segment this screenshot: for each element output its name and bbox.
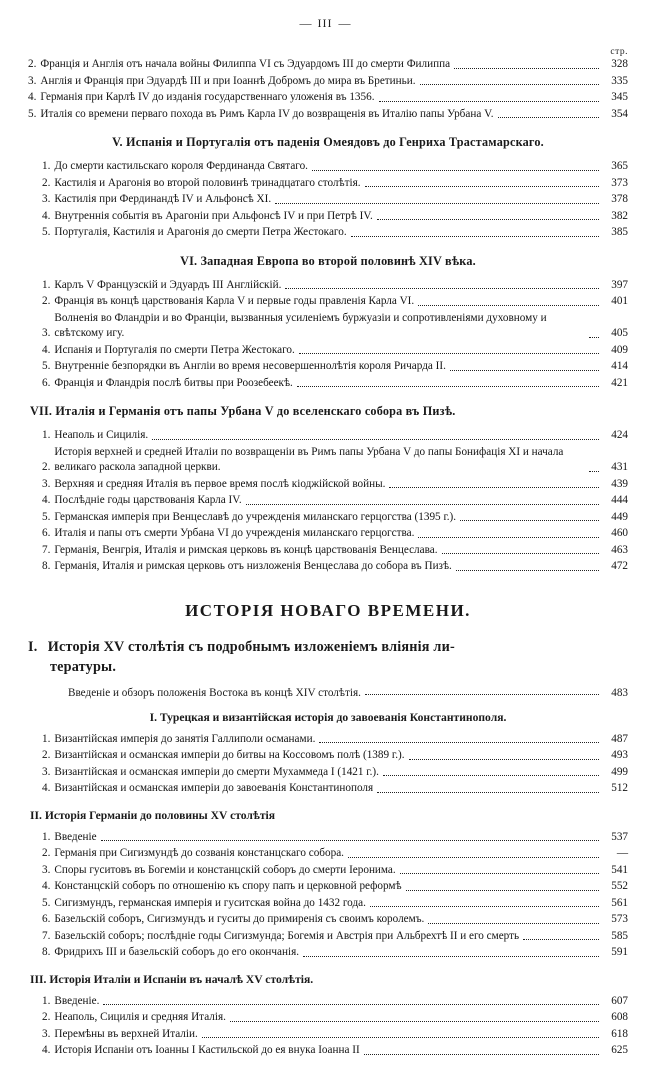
leader-dots: [348, 857, 599, 858]
leader-dots: [364, 1054, 599, 1055]
item-number: 7.: [42, 543, 51, 556]
item-number: 4.: [42, 209, 51, 222]
item-page: 354: [611, 107, 628, 120]
toc-group-2: [28, 830, 628, 961]
list-item[interactable]: [28, 428, 628, 444]
section-heading-v: V. Испанія и Португалія отъ паденія Омеядовъ до Генриха Трастамарскаго.: [112, 135, 544, 149]
list-item[interactable]: [28, 90, 628, 106]
toc-group-vii: [28, 428, 628, 575]
item-label: Базельскій соборъ, Сигизмундъ и гуситы до примиренія съ своимъ королемъ.: [54, 913, 425, 925]
section-heading-vii: VII. Италія и Германія отъ папы Урбана V до вселенскаго собора въ Пизѣ.: [30, 404, 456, 418]
item-label: До смерти кастильскаго короля Фердинанда Святаго.: [54, 160, 308, 172]
item-label: Введеніе: [54, 830, 97, 843]
item-number: 4.: [28, 91, 37, 103]
leader-dots: [460, 520, 599, 521]
part-roman: I.: [28, 638, 38, 655]
column-label: стр.: [610, 47, 628, 57]
list-item[interactable]: [28, 376, 628, 392]
list-item[interactable]: [28, 863, 628, 879]
item-label: Италія и папы отъ смерти Урбана VI до учрежденія миланскаго герцогства.: [54, 527, 415, 539]
item-number: 8.: [42, 560, 51, 572]
item-number: 4.: [42, 782, 51, 794]
item-page: 409: [611, 343, 628, 356]
item-number: 5.: [42, 226, 51, 238]
item-label: Базельскій соборъ; послѣдніе годы Сигизмунда; Богемія и Австрія при Альбрехтѣ II и его смерть: [54, 929, 520, 942]
item-page: 618: [611, 1027, 628, 1040]
leader-dots: [351, 236, 599, 237]
header-dash-right: —: [332, 16, 351, 30]
item-page: 328: [611, 58, 628, 70]
item-number: 2.: [42, 461, 51, 473]
leader-dots: [498, 117, 599, 118]
item-page: 585: [611, 929, 628, 942]
item-number: 1.: [42, 732, 51, 745]
leader-dots: [450, 370, 599, 371]
item-page: 541: [611, 863, 628, 876]
part-heading: [28, 637, 628, 677]
leader-dots: [409, 759, 599, 760]
leader-dots: [400, 873, 599, 874]
list-item[interactable]: [28, 74, 628, 90]
leader-dots: [202, 1037, 599, 1038]
toc-group-3: [28, 994, 628, 1059]
part-title-line1: Исторія XV столѣтія съ подробнымъ изложеніемъ вліянія ли-: [47, 638, 455, 655]
item-page: 424: [611, 429, 628, 441]
leader-dots: [152, 439, 599, 440]
list-item[interactable]: [28, 209, 628, 225]
intro-entry[interactable]: [28, 687, 628, 699]
list-item[interactable]: [28, 192, 628, 208]
item-page: 373: [611, 176, 628, 189]
list-item[interactable]: [28, 510, 628, 526]
item-page: 472: [611, 560, 628, 572]
group-heading-2: II. Исторія Германіи до половины XV столѣтія: [30, 808, 276, 822]
item-page: 345: [611, 91, 628, 103]
item-page: 573: [611, 913, 628, 925]
leader-dots: [442, 553, 599, 554]
item-label: Португалія, Кастилія и Арагонія до смерти Петра Жестокаго.: [54, 226, 347, 238]
list-item[interactable]: [28, 445, 628, 476]
item-number: 6.: [42, 913, 51, 925]
item-label: Византійская имперія до занятія Галлиполи османами.: [54, 732, 316, 745]
leader-dots: [103, 1004, 599, 1005]
list-item[interactable]: [28, 493, 628, 509]
item-number: 1.: [42, 994, 51, 1007]
list-item[interactable]: [28, 294, 628, 310]
item-page: 625: [611, 1044, 628, 1056]
leader-dots: [365, 694, 599, 695]
leader-dots: [406, 890, 599, 891]
item-number: 2.: [42, 749, 51, 761]
leader-dots: [230, 1021, 599, 1022]
list-item[interactable]: [28, 1010, 628, 1026]
book-title: ИСТОРІЯ НОВАГО ВРЕМЕНИ.: [185, 600, 471, 620]
item-page: 405: [611, 327, 628, 339]
item-number: 2.: [28, 58, 37, 70]
list-item[interactable]: [28, 765, 628, 781]
item-page: 439: [611, 477, 628, 490]
item-label: Италія со времени перваго похода въ Римъ Карла IV до возвращенія въ Италію папы Урбана V.: [40, 107, 494, 120]
item-label: Исторія Испаніи отъ Іоанны I Кастильской до ея внука Іоанна II: [54, 1044, 360, 1056]
item-page: 444: [611, 494, 628, 506]
item-label: Византійская и османская имперіи до завоеванія Константинополя: [54, 782, 374, 794]
leader-dots: [299, 353, 599, 354]
leader-dots: [418, 305, 599, 306]
page-number: III: [317, 16, 333, 30]
item-number: 3.: [42, 327, 51, 339]
item-page: —: [616, 847, 628, 859]
list-item[interactable]: [28, 159, 628, 175]
item-label: Германія при Карлѣ IV до изданія государственнаго уложенія въ 1356.: [40, 91, 375, 103]
item-number: 4.: [42, 494, 51, 506]
toc-group-1: [28, 732, 628, 797]
list-item[interactable]: [28, 912, 628, 928]
item-label: Неаполь, Сицилія и средняя Италія.: [54, 1011, 226, 1023]
item-label: Внутренніе безпорядки въ Англіи во время несовершеннолѣтія короля Ричарда II.: [54, 360, 446, 372]
item-label: Перемѣны въ верхней Италіи.: [54, 1027, 198, 1040]
item-page: 487: [611, 732, 628, 745]
item-label: Сигизмундъ, германская имперія и гуситская война до 1432 года.: [54, 896, 366, 909]
item-number: 3.: [42, 477, 51, 490]
header-dash-left: —: [299, 16, 318, 30]
list-item[interactable]: [28, 107, 628, 123]
item-number: 2.: [42, 847, 51, 859]
list-item[interactable]: [28, 994, 628, 1010]
list-item[interactable]: [28, 278, 628, 294]
item-label: Кастилія и Арагонія во второй половинѣ тринадцатаго столѣтія.: [54, 176, 361, 189]
item-label: Кастилія при Фердинандѣ IV и Альфонсѣ XI.: [54, 193, 272, 205]
item-label: Англія и Франція при Эдуардѣ III и при Іоаннѣ Добромъ до мира въ Бретиньи.: [40, 74, 416, 87]
item-label: Византійская и османская имперіи до битвы на Коссовомъ полѣ (1389 г.).: [54, 749, 405, 761]
item-page: 463: [611, 543, 628, 556]
item-page: 607: [611, 994, 628, 1007]
item-number: 2.: [42, 1011, 51, 1023]
list-item[interactable]: [28, 732, 628, 748]
item-label: Верхняя и средняя Италія въ первое время послѣ кіоджійской войны.: [54, 477, 386, 490]
leader-dots: [383, 775, 599, 776]
section-heading-vi: VI. Западная Европа во второй половинѣ XIV вѣка.: [180, 253, 476, 268]
toc-content: [0, 57, 650, 1059]
list-item[interactable]: [28, 879, 628, 895]
item-label: Послѣдніе годы царствованія Карла IV.: [54, 494, 242, 506]
item-label: Германская имперія при Венцеславѣ до учрежденія миланскаго герцогства (1395 г.).: [54, 510, 457, 523]
item-label: Констанцскій соборъ по отношенію къ спору папъ и церковной реформѣ: [54, 880, 402, 892]
group-heading-1: I. Турецкая и византійская исторія до завоеванія Константинополя.: [149, 710, 507, 724]
item-number: 5.: [28, 107, 37, 120]
leader-dots: [319, 742, 599, 743]
leader-dots: [101, 840, 599, 841]
list-item[interactable]: [28, 896, 628, 912]
item-number: 5.: [42, 360, 51, 372]
item-label: Франція и Фландрія послѣ битвы при Роозебеекѣ.: [54, 376, 293, 389]
item-page: 591: [611, 946, 628, 958]
list-item[interactable]: [28, 311, 628, 342]
list-item[interactable]: [28, 57, 628, 73]
item-page: 397: [611, 278, 628, 291]
list-item[interactable]: [28, 359, 628, 375]
item-page: 561: [611, 896, 628, 909]
leader-dots: [377, 792, 599, 793]
item-label: Фридрихъ III и базельскій соборъ до его окончанія.: [54, 946, 300, 958]
item-page: 512: [611, 782, 628, 794]
leader-dots: [246, 504, 599, 505]
toc-group-top: [28, 57, 628, 122]
item-page: 499: [611, 765, 628, 778]
item-number: 3.: [42, 863, 51, 876]
leader-dots: [365, 186, 599, 187]
toc-group-vi: [28, 278, 628, 392]
list-item[interactable]: [28, 929, 628, 945]
item-number: 2.: [42, 295, 51, 307]
list-item[interactable]: [28, 781, 628, 797]
leader-dots: [454, 68, 599, 69]
item-label: Исторія верхней и средней Италіи по возвращеніи въ Римъ папы Урбана V до папы Бонифація XI и начала великаго раскола западной церкви.: [54, 445, 564, 473]
item-label: Германія, Венгрія, Италія и римская церковь въ концѣ царствованія Венцеслава.: [54, 543, 438, 556]
item-page: 378: [611, 193, 628, 205]
item-label: Германія при Сигизмундѣ до созванія констанцскаго собора.: [54, 847, 344, 859]
list-item[interactable]: [28, 176, 628, 192]
intro-page: 483: [611, 686, 628, 699]
leader-dots: [428, 923, 599, 924]
list-item[interactable]: [28, 477, 628, 493]
item-page: 414: [611, 360, 628, 372]
item-label: Споры гуситовъ въ Богеміи и констанцскій соборъ до смерти Іеронима.: [54, 863, 396, 876]
item-label: Карлъ V Французскій и Эдуардъ III Англійскій.: [54, 278, 282, 291]
list-item[interactable]: [28, 559, 628, 575]
leader-dots: [420, 84, 599, 85]
item-page: 401: [611, 295, 628, 307]
part-title-line2: тературы.: [50, 658, 117, 675]
item-number: 1.: [42, 278, 51, 291]
item-page: 335: [611, 74, 628, 87]
item-number: 3.: [42, 1027, 51, 1040]
item-number: 2.: [42, 176, 51, 189]
item-number: 6.: [42, 527, 51, 539]
item-label: Введеніе.: [54, 994, 100, 1007]
item-number: 1.: [42, 830, 51, 843]
item-label: Германія, Италія и римская церковь отъ низложенія Венцеслава до собора въ Пизѣ.: [54, 560, 452, 572]
list-item[interactable]: [28, 945, 628, 961]
group-heading-3: III. Исторія Италіи и Испаніи въ началѣ XV столѣтія.: [30, 972, 314, 986]
item-page: 552: [611, 880, 628, 892]
item-number: 4.: [42, 880, 51, 892]
item-number: 8.: [42, 946, 51, 958]
leader-dots: [589, 471, 599, 472]
list-item[interactable]: [28, 1027, 628, 1043]
leader-dots: [285, 288, 599, 289]
leader-dots: [370, 906, 599, 907]
item-number: 3.: [42, 765, 51, 778]
item-page: 365: [611, 160, 628, 172]
item-page: 421: [611, 376, 628, 389]
leader-dots: [523, 939, 599, 940]
leader-dots: [297, 386, 599, 387]
item-label: Франція въ концѣ царствованія Карла V и первые годы правленія Карла VI.: [54, 295, 415, 307]
item-number: 1.: [42, 160, 51, 172]
page-header: [0, 0, 650, 31]
item-number: 5.: [42, 896, 51, 909]
leader-dots: [589, 337, 599, 338]
item-label: Византійская и османская имперіи до смерти Мухаммеда I (1421 г.).: [54, 765, 379, 778]
item-number: 3.: [42, 193, 51, 205]
item-label: Волненія во Фландріи и во Франціи, вызванныя усиленіемъ буржуазіи и сопротивленіями духовному и свѣтскому игу.: [54, 311, 547, 339]
toc-group-v: [28, 159, 628, 241]
list-item[interactable]: [28, 225, 628, 241]
item-page: 449: [611, 510, 628, 523]
item-number: 6.: [42, 376, 51, 389]
item-page: 537: [611, 830, 628, 843]
list-item[interactable]: [28, 1043, 628, 1059]
item-number: 3.: [28, 74, 37, 87]
item-page: 608: [611, 1011, 628, 1023]
list-item[interactable]: [28, 543, 628, 559]
item-page: 493: [611, 749, 628, 761]
list-item[interactable]: [28, 830, 628, 846]
item-page: 382: [611, 209, 628, 222]
leader-dots: [418, 537, 599, 538]
list-item[interactable]: [28, 846, 628, 862]
item-label: Франція и Англія отъ начала войны Филиппа VI съ Эдуардомъ III до смерти Филиппа: [40, 58, 451, 70]
item-page: 431: [611, 461, 628, 473]
list-item[interactable]: [28, 748, 628, 764]
intro-label: Введеніе и обзоръ положенія Востока въ концѣ XIV столѣтія.: [68, 686, 361, 699]
leader-dots: [303, 956, 599, 957]
item-page: 385: [611, 226, 628, 238]
leader-dots: [456, 570, 599, 571]
leader-dots: [312, 170, 599, 171]
item-number: 4.: [42, 343, 51, 356]
leader-dots: [275, 203, 599, 204]
item-label: Испанія и Португалія по смерти Петра Жестокаго.: [54, 343, 295, 356]
item-label: Неаполь и Сицилія.: [54, 429, 149, 441]
item-number: 4.: [42, 1044, 51, 1056]
item-page: 460: [611, 527, 628, 539]
item-number: 7.: [42, 929, 51, 942]
list-item[interactable]: [28, 526, 628, 542]
item-label: Внутреннія событія въ Арагоніи при Альфонсѣ IV и при Петрѣ IV.: [54, 209, 373, 222]
list-item[interactable]: [28, 343, 628, 359]
item-number: 5.: [42, 510, 51, 523]
item-number: 1.: [42, 429, 51, 441]
leader-dots: [379, 101, 600, 102]
leader-dots: [377, 219, 599, 220]
leader-dots: [389, 487, 599, 488]
